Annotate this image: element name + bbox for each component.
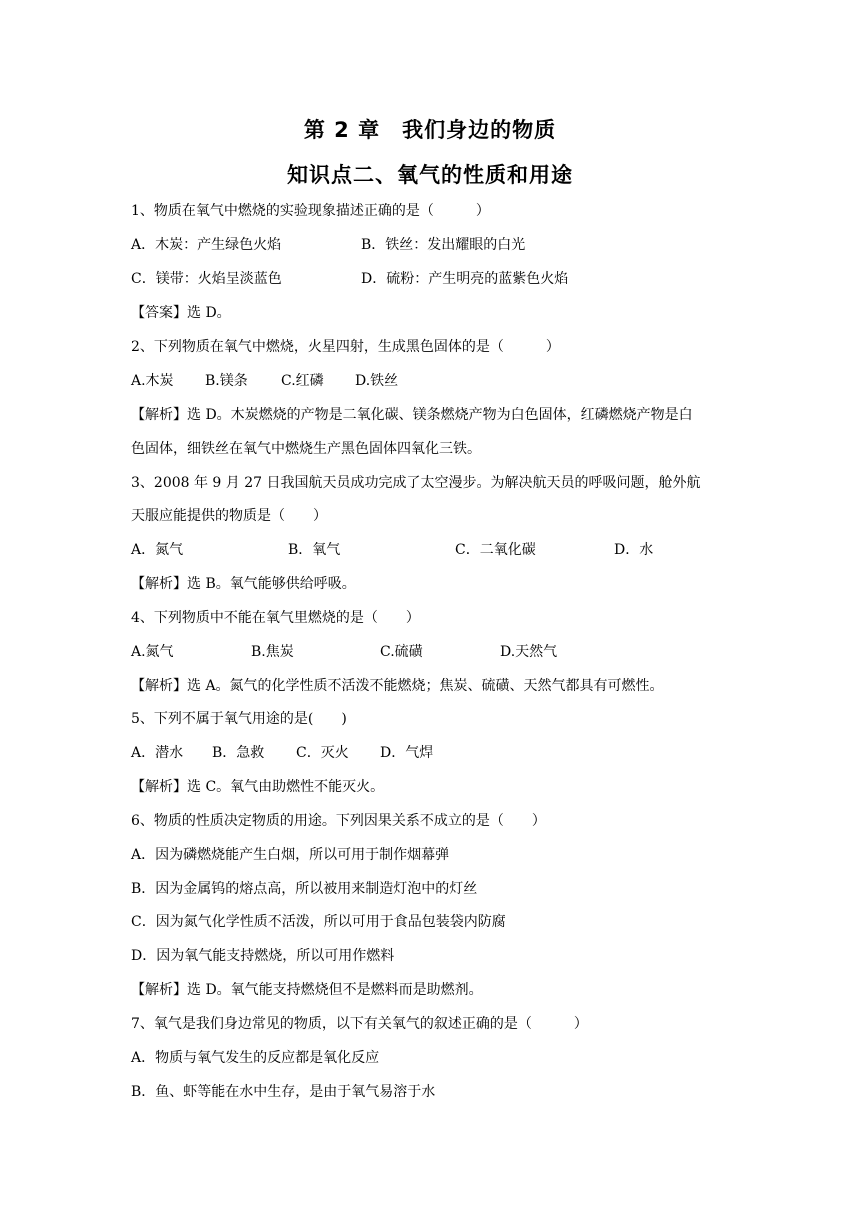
q1-option-c: C．镁带：火焰呈淡蓝色	[131, 271, 282, 287]
q1-option-d: D．硫粉：产生明亮的蓝紫色火焰	[361, 271, 569, 287]
q6-option-d: D．因为氧气能支持燃烧，所以可用作燃料	[131, 948, 395, 964]
q5-analysis: 【解析】选 C。氧气由助燃性不能灭火。	[131, 779, 385, 795]
q1-option-a: A．木炭：产生绿色火焰	[131, 237, 282, 253]
chapter-title: 第 2 章 我们身边的物质	[303, 118, 557, 142]
q2-analysis-line1: 【解析】选 D。木炭燃烧的产物是二氧化碳、镁条燃烧产物为白色固体，红磷燃烧产物是白	[131, 407, 693, 423]
q2-option-d: D.铁丝	[355, 373, 399, 389]
q7-option-a: A．物质与氧气发生的反应都是氧化反应	[131, 1050, 380, 1066]
q5-option-b: B．急救	[212, 745, 265, 761]
q3-stem-line2: 天服应能提供的物质是（ ）	[131, 508, 327, 524]
q4-stem: 4、下列物质中不能在氧气里燃烧的是（ ）	[131, 610, 420, 626]
q2-option-a: A.木炭	[131, 373, 174, 389]
q6-option-b: B．因为金属钨的熔点高，所以被用来制造灯泡中的灯丝	[131, 881, 478, 897]
q3-analysis: 【解析】选 B。氧气能够供给呼吸。	[131, 576, 356, 592]
q6-stem: 6、物质的性质决定物质的用途。下列因果关系不成立的是（ ）	[131, 813, 546, 829]
q4-option-b: B.焦炭	[251, 644, 294, 660]
q6-option-a: A．因为磷燃烧能产生白烟，所以可用于制作烟幕弹	[131, 847, 450, 863]
q5-stem: 5、下列不属于氧气用途的是( )	[131, 711, 347, 727]
q4-analysis: 【解析】选 A。氮气的化学性质不活泼不能燃烧；焦炭、硫磺、天然气都具有可燃性。	[131, 678, 664, 694]
q1-answer: 【答案】选 D。	[131, 305, 231, 321]
q6-option-c: C．因为氮气化学性质不活泼，所以可用于食品包装袋内防腐	[131, 914, 506, 930]
q2-option-b: B.镁条	[205, 373, 248, 389]
q3-option-a: A．氮气	[131, 542, 184, 558]
q5-option-a: A．潜水	[131, 745, 184, 761]
q3-stem-line1: 3、2008 年 9 月 27 日我国航天员成功完成了太空漫步。为解决航天员的呼吸问题，舱外航	[131, 475, 701, 491]
q3-option-b: B．氧气	[288, 542, 341, 558]
q7-stem: 7、氧气是我们身边常见的物质，以下有关氧气的叙述正确的是（ ）	[131, 1016, 588, 1032]
q2-option-c: C.红磷	[281, 373, 324, 389]
q1-stem: 1、物质在氧气中燃烧的实验现象描述正确的是（ ）	[131, 203, 490, 219]
section-title: 知识点二、氧气的性质和用途	[287, 163, 573, 187]
q1-option-b: B．铁丝：发出耀眼的白光	[361, 237, 526, 253]
q5-option-c: C．灭火	[296, 745, 349, 761]
q7-option-b: B．鱼、虾等能在水中生存，是由于氧气易溶于水	[131, 1084, 436, 1100]
q2-analysis-line2: 色固体，细铁丝在氧气中燃烧生产黑色固体四氧化三铁。	[131, 441, 481, 457]
q3-option-d: D．水	[614, 542, 654, 558]
q3-option-c: C．二氧化碳	[455, 542, 536, 558]
q4-option-c: C.硫磺	[380, 644, 423, 660]
q6-analysis: 【解析】选 D。氧气能支持燃烧但不是燃料而是助燃剂。	[131, 982, 483, 998]
q5-option-d: D．气焊	[380, 745, 434, 761]
q2-stem: 2、下列物质在氧气中燃烧，火星四射，生成黑色固体的是（ ）	[131, 339, 560, 355]
q4-option-d: D.天然气	[500, 644, 558, 660]
q4-option-a: A.氮气	[131, 644, 174, 660]
